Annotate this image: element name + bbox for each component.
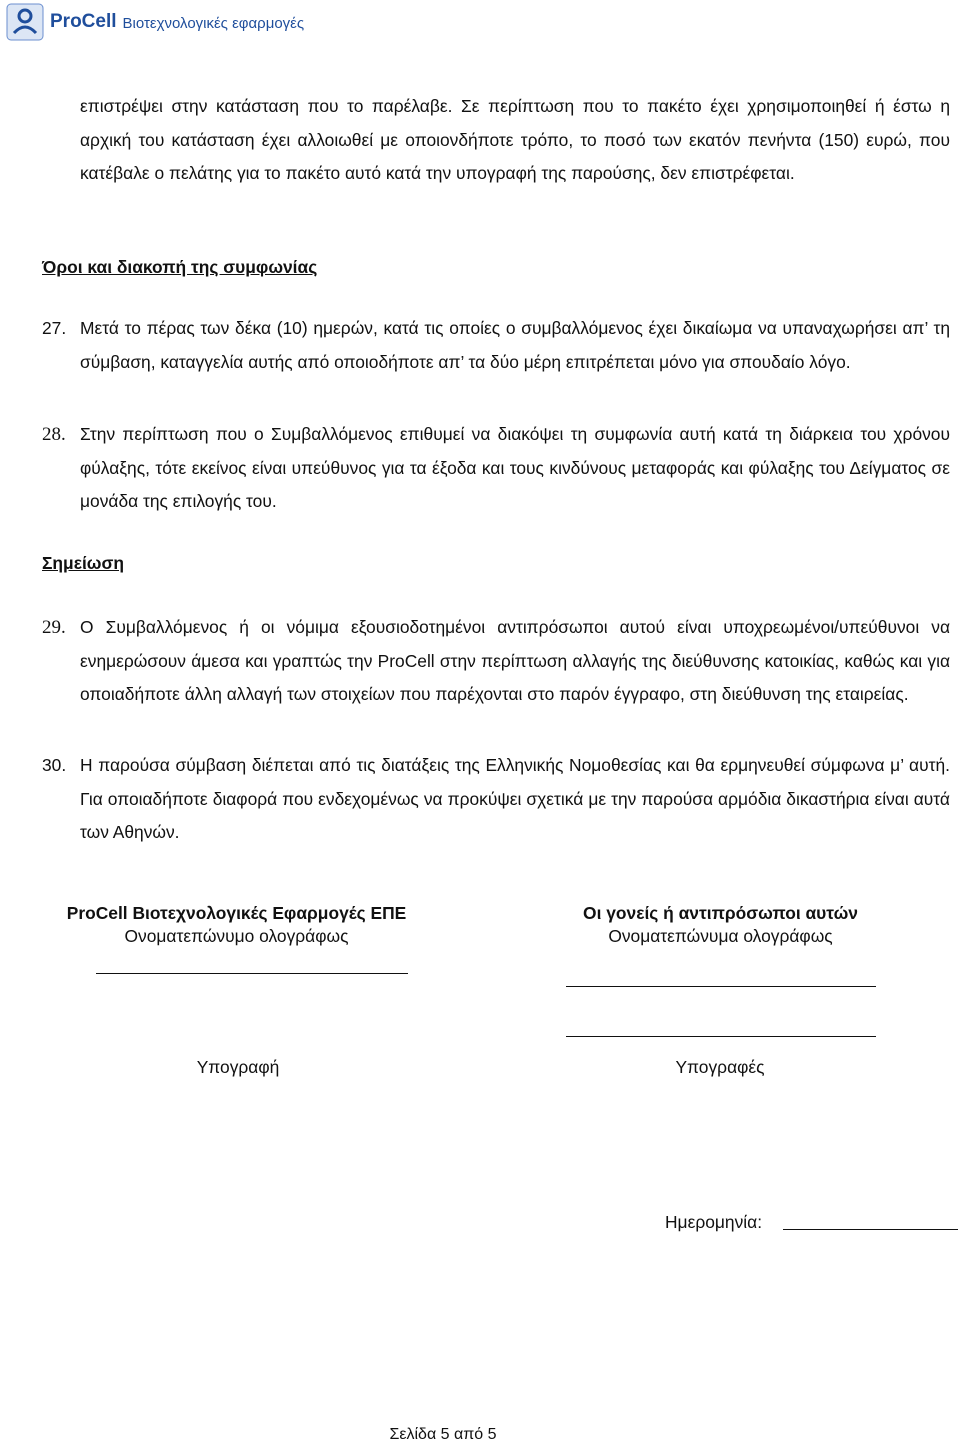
- page-number: Σελίδα 5 από 5: [389, 1426, 497, 1443]
- parents-signature-label: Υπογραφές: [675, 1057, 765, 1077]
- clause-number: 27.: [42, 318, 67, 338]
- parents-signatory-title: Οι γονείς ή αντιπρόσωποι αυτών: [583, 903, 858, 923]
- clause-28: [42, 418, 950, 519]
- clause-number: 30.: [42, 755, 67, 775]
- brand-name: ProCell: [50, 11, 117, 32]
- brand-subtitle: Βιοτεχνολογικές εφαρμογές: [122, 15, 305, 32]
- parent-name-line-2[interactable]: [566, 1036, 876, 1037]
- clause-number: 28.: [42, 424, 66, 445]
- clause-number: 29.: [42, 617, 66, 638]
- clause-text: Μετά το πέρας των δέκα (10) ημερών, κατά τις οποίες ο συμβαλλόμενος έχει δικαίωμα να υπαναχωρήσει απ’ τη σύμβαση, καταγγελία αυτής από οποιοδήποτε απ’ τα δύο μέρη επιτρέπεται μόνο για σπουδαίο λόγο.: [80, 318, 950, 372]
- intro-paragraph: επιστρέψει στην κατάσταση που το παρέλαβε. Σε περίπτωση που το πακέτο έχει χρησιμοποιηθεί ή έστω η αρχική του κατάσταση έχει αλλοιωθεί με οποιονδήποτε τρόπο, το ποσό των εκατόν πενήντα (150) ευρώ, που κατέβαλε ο πελάτης για το πακέτο αυτό κατά την υπογραφή της παρούσης, δεν επιστρέφεται.: [80, 96, 950, 183]
- clause-27: [42, 312, 950, 379]
- clause-text: Η παρούσα σύμβαση διέπεται από τις διατάξεις της Ελληνικής Νομοθεσίας και θα ερμηνευθεί σύμφωνα μ’ αυτή. Για οποιαδήποτε διαφορά που ενδεχομένως να προκύψει σχετικά με την παρούσα αρμόδια δικαστήρια είναι αυτά των Αθηνών.: [80, 755, 950, 842]
- date-line[interactable]: [783, 1229, 958, 1230]
- clause-30: [42, 749, 950, 850]
- signature-block-parents: [538, 902, 903, 948]
- signature-block-company: [20, 902, 453, 948]
- procell-logo-icon: [6, 3, 44, 41]
- page-header: [6, 2, 304, 42]
- company-fullname-label: Ονοματεπώνυμο ολογράφως: [124, 926, 349, 946]
- note-heading: Σημείωση: [42, 553, 124, 573]
- clause-29: [42, 611, 950, 712]
- clause-text: Ο Συμβαλλόμενος ή οι νόμιμα εξουσιοδοτημένοι αντιπρόσωποι αυτού είναι υποχρεωμένοι/υπεύθυνοι να ενημερώσουν άμεσα και γραπτώς την ProCell στην περίπτωση αλλαγής της διεύθυνσης κατοικίας, καθώς και για οποιαδήποτε άλλη αλλαγή των στοιχείων που παρέχονται στο παρόν έγγραφο, στη διεύθυνση της εταιρείας.: [80, 617, 950, 704]
- clause-text: Στην περίπτωση που ο Συμβαλλόμενος επιθυμεί να διακόψει τη συμφωνία αυτή κατά τη διάρκεια του χρόνου φύλαξης, τότε εκείνος είναι υπεύθυνος για τα έξοδα και τους κινδύνους μεταφοράς και φύλαξης του Δείγματος σε μονάδα της επιλογής του.: [80, 424, 950, 511]
- parents-fullname-label: Ονοματεπώνυμα ολογράφως: [608, 926, 833, 946]
- company-signature-label: Υπογραφή: [196, 1057, 280, 1077]
- parent-name-line-1[interactable]: [566, 986, 876, 987]
- date-label: Ημερομηνία:: [665, 1212, 763, 1232]
- company-signatory-title: ProCell Βιοτεχνολογικές Εφαρμογές ΕΠΕ: [66, 903, 407, 923]
- company-name-line[interactable]: [96, 973, 408, 974]
- terms-heading: Όροι και διακοπή της συμφωνίας: [42, 257, 318, 277]
